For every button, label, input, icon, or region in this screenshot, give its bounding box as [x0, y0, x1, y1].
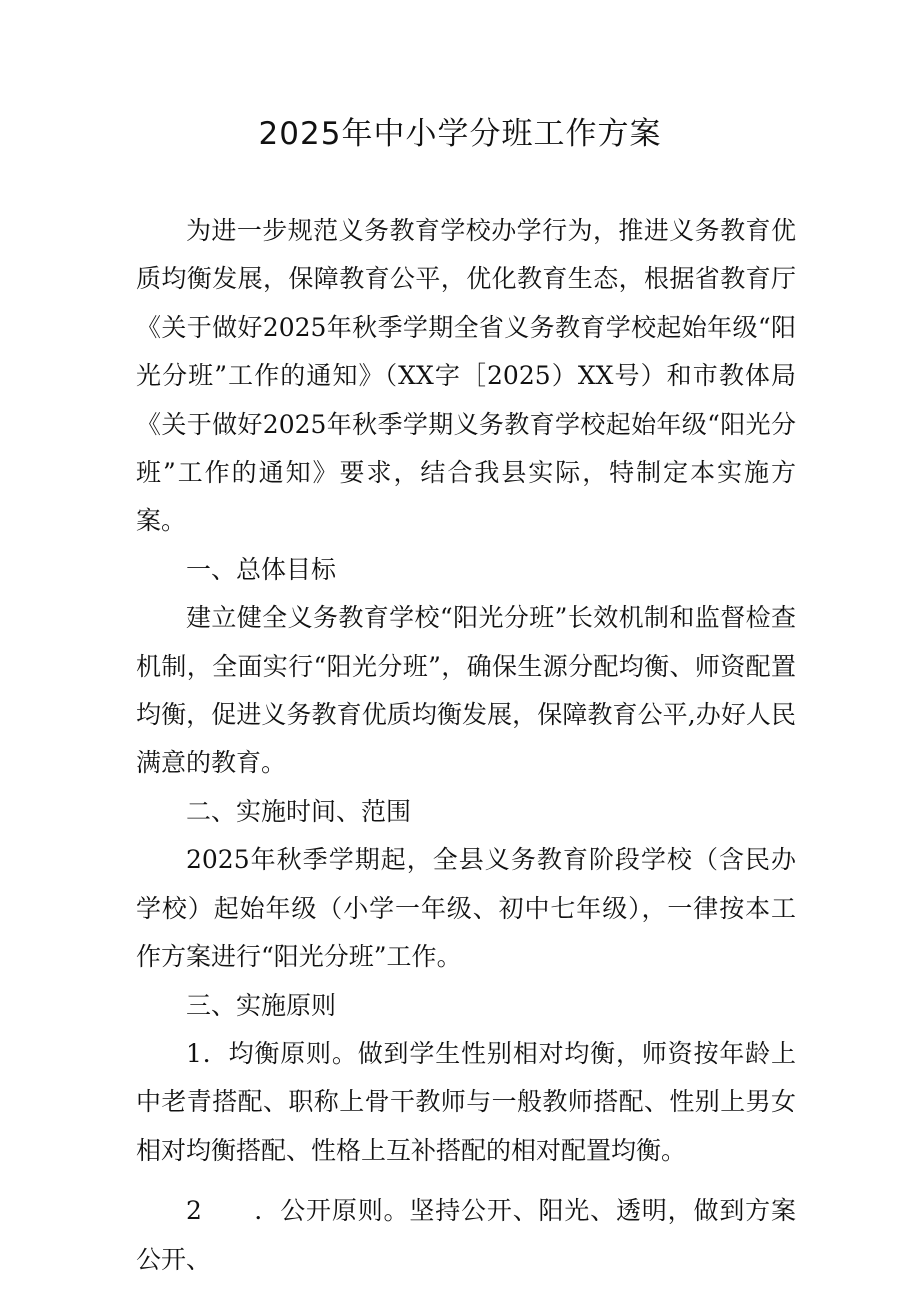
document-title: 2025年中小学分班工作方案: [258, 116, 662, 152]
overall-goal-paragraph: 建立健全义务教育学校“阳光分班”长效机制和监督检查机制，全面实行“阳光分班”，确保生源分配均衡、师资配置均衡，促进义务教育优质均衡发展，保障教育公平,办好人民满意的教育。: [136, 603, 796, 778]
document-body: [136, 207, 796, 1284]
principle-2-paragraph: 2 ．公开原则。坚持公开、阳光、透明，做到方案公开、: [136, 1196, 796, 1274]
intro-paragraph: 为进一步规范义务教育学校办学行为，推进义务教育优质均衡发展，保障教育公平，优化教育生态，根据省教育厅《关于做好2025年秋季学期全省义务教育学校起始年级“阳光分班”工作的通知》（XX字［2025）XX号）和市教体局《关于做好2025年秋季学期义务教育学校起始年级“阳光分班”工作的通知》要求，结合我县实际，特制定本实施方案。: [136, 216, 796, 536]
time-scope-paragraph: 2025年秋季学期起，全县义务教育阶段学校（含民办学校）起始年级（小学一年级、初中七年级），一律按本工作方案进行“阳光分班”工作。: [136, 845, 796, 972]
section-heading-time-scope: 二、实施时间、范围: [186, 796, 412, 826]
section-heading-overall-goal: 一、总体目标: [186, 554, 337, 584]
principle-1-paragraph: 1．均衡原则。做到学生性别相对均衡，师资按年龄上中老青搭配、职称上骨干教师与一般教师搭配、性别上男女相对均衡搭配、性格上互补搭配的相对配置均衡。: [136, 1038, 796, 1165]
section-heading-principles: 三、实施原则: [186, 990, 337, 1020]
